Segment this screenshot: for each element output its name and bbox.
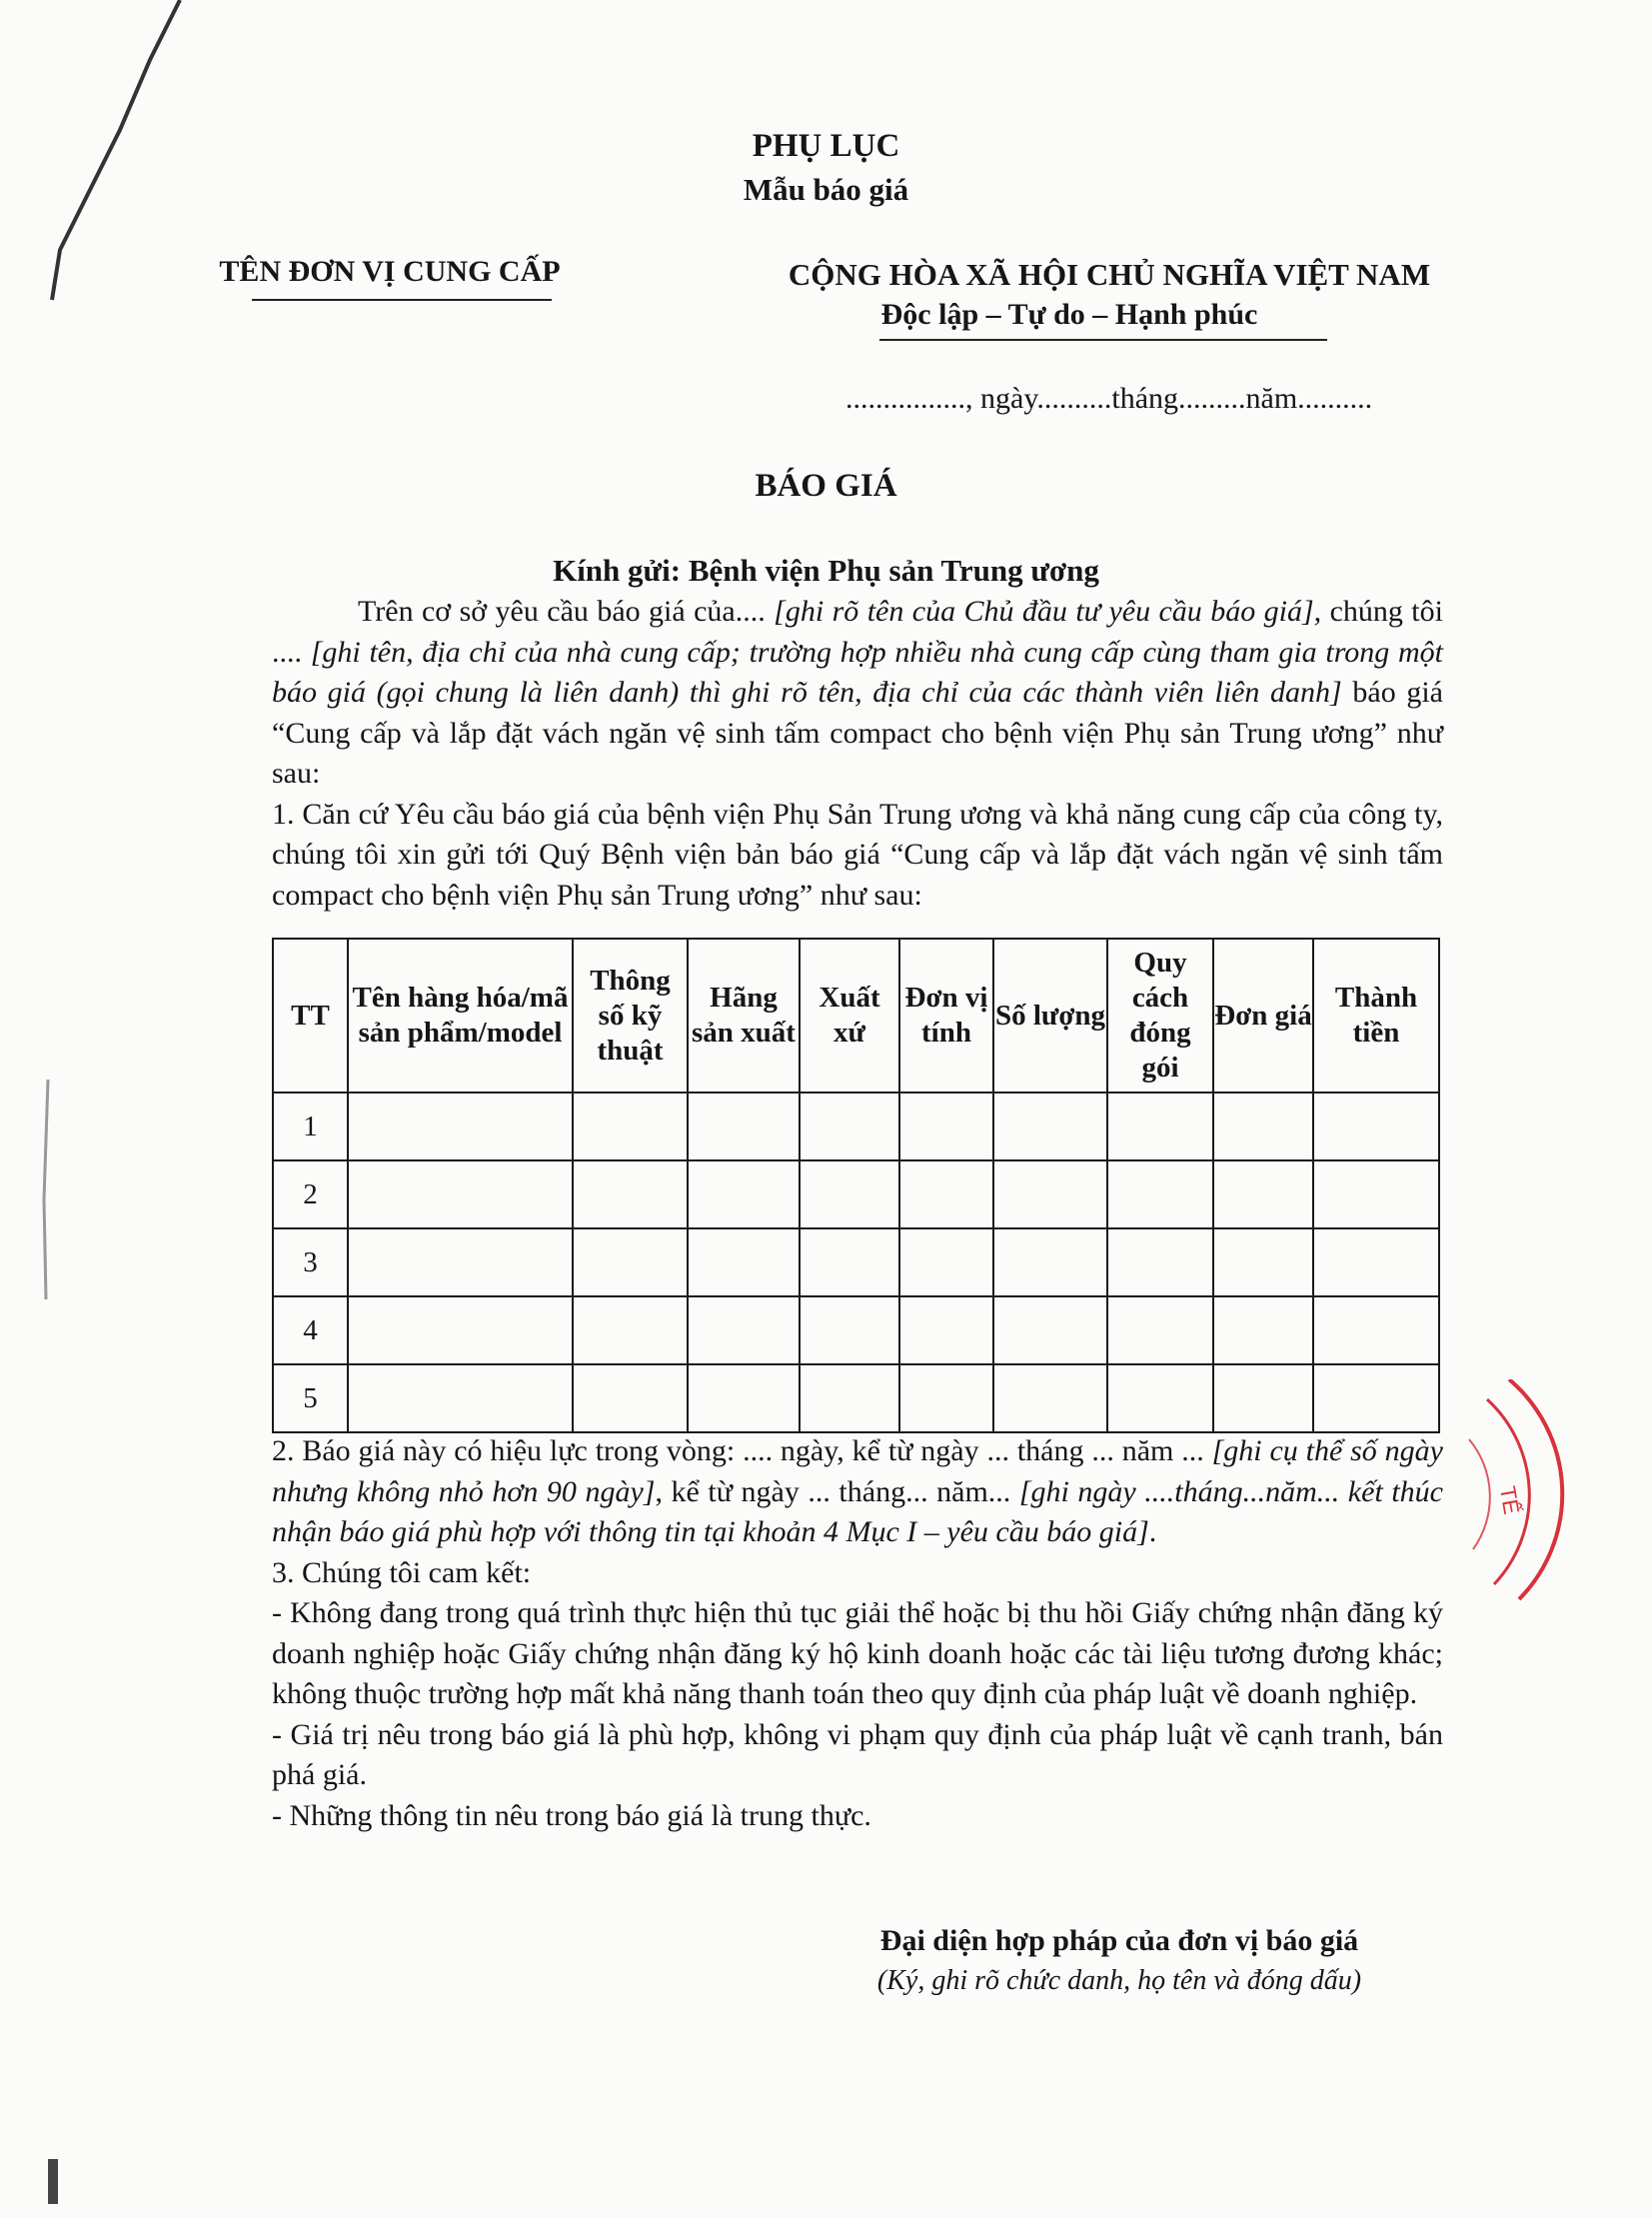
table-header-row [273, 939, 1439, 1093]
nation-title: CỘNG HÒA XÃ HỘI CHỦ NGHĨA VIỆT NAM [788, 257, 1431, 292]
row-number: 5 [273, 1364, 348, 1432]
intro-text-c: chúng tôi .... [272, 595, 1443, 669]
item-2-text-a: 2. Báo giá này có hiệu lực trong vòng: .... ngày, kể từ ngày ... tháng ... năm ... [272, 1434, 1212, 1467]
stamp-text: TẾ [1494, 1483, 1525, 1516]
commitment-3: - Những thông tin nêu trong báo giá là trung thực. [272, 1798, 871, 1832]
intro-text-e: báo giá “Cung cấp và lắp đặt vách ngăn vệ sinh tấm compact cho bệnh viện Phụ sản Trung ương” như sau: [272, 676, 1444, 790]
table-row [273, 1228, 1439, 1296]
item-2-text-e: . [1148, 1515, 1157, 1548]
motto-underline [879, 339, 1327, 341]
col-header-origin: Xuất xứ [800, 939, 899, 1093]
item-2-placeholder-date: [ghi ngày ....tháng...năm... kết thúc nhận báo giá phù hợp với thông tin tại khoản 4 Mục I – yêu cầu báo giá] [272, 1474, 1443, 1548]
row-number: 1 [273, 1093, 348, 1160]
item-2 [272, 1431, 1443, 1553]
col-header-product: Tên hàng hóa/mã sản phẩm/model [348, 939, 573, 1093]
terms-section [272, 1431, 1443, 1836]
col-header-quantity: Số lượng [993, 939, 1107, 1093]
supplier-underline [252, 299, 552, 301]
row-number: 3 [273, 1228, 348, 1296]
commitment-2: - Giá trị nêu trong báo giá là phù hợp, không vi phạm quy định của pháp luật về cạnh tranh, bán phá giá. [272, 1717, 1443, 1791]
col-header-unit-price: Đơn giá [1213, 939, 1313, 1093]
col-header-unit: Đơn vị tính [899, 939, 993, 1093]
row-number: 4 [273, 1296, 348, 1364]
col-header-total: Thành tiền [1313, 939, 1439, 1093]
row-number: 2 [273, 1160, 348, 1228]
supplier-name: TÊN ĐƠN VỊ CUNG CẤP [219, 255, 561, 288]
item-3-title: 3. Chúng tôi cam kết: [272, 1555, 532, 1589]
intro-paragraph [272, 592, 1443, 795]
col-header-manufacturer: Hãng sản xuất [688, 939, 800, 1093]
appendix-title: PHỤ LỤC [752, 128, 900, 164]
document-title: BÁO GIÁ [755, 468, 897, 504]
appendix-subtitle: Mẫu báo giá [743, 172, 909, 207]
table-row [273, 1364, 1439, 1432]
national-motto: Độc lập – Tự do – Hạnh phúc [880, 298, 1258, 331]
salutation: Kính gửi: Bệnh viện Phụ sản Trung ương [553, 553, 1099, 588]
scan-edge-artifact [0, 0, 200, 2218]
col-header-tt: TT [273, 939, 348, 1093]
commitment-1: - Không đang trong quá trình thực hiện thủ tục giải thể hoặc bị thu hồi Giấy chứng nhận đăng ký doanh nghiệp hoặc Giấy chứng nhận đăng ký hộ kinh doanh hoặc các tài liệu tương đương khác; không thuộc trường hợp mất khả năng thanh toán theo quy định của pháp luật về doanh nghiệp. [272, 1596, 1443, 1710]
table-row [273, 1160, 1439, 1228]
col-header-packing: Quy cách đóng gói [1107, 939, 1213, 1093]
signature-note: (Ký, ghi rõ chức danh, họ tên và đóng dấu) [876, 1965, 1362, 1996]
intro-section [272, 592, 1443, 916]
item-1: 1. Căn cứ Yêu cầu báo giá của bệnh viện Phụ Sản Trung ương và khả năng cung cấp của công ty, chúng tôi xin gửi tới Quý Bệnh viện bản báo giá “Cung cấp và lắp đặt vách ngăn vệ sinh tấm compact cho bệnh viện Phụ sản Trung ương” như sau: [272, 797, 1443, 912]
intro-text-a: Trên cơ sở yêu cầu báo giá của.... [358, 595, 775, 628]
signature-title: Đại diện hợp pháp của đơn vị báo giá [879, 1924, 1359, 1957]
date-line: ................, ngày..........tháng.........năm.......... [845, 382, 1373, 415]
red-stamp-fragment [1449, 1379, 1649, 1619]
table-row [273, 1296, 1439, 1364]
table-row [273, 1093, 1439, 1160]
item-2-placeholder-days: [ghi cụ thể số ngày nhưng không nhỏ hơn 90 ngày] [272, 1434, 1443, 1508]
col-header-specs: Thông số kỹ thuật [573, 939, 688, 1093]
intro-placeholder-investor: [ghi rõ tên của Chủ đầu tư yêu cầu báo giá], [774, 595, 1322, 628]
quote-table [272, 938, 1440, 1433]
item-2-text-c: , kể từ ngày ... tháng... năm... [655, 1474, 1019, 1508]
intro-placeholder-supplier: [ghi tên, địa chỉ của nhà cung cấp; trường hợp nhiều nhà cung cấp cùng tham gia trong một báo giá (gọi chung là liên danh) thì ghi rõ tên, địa chỉ của các thành viên liên danh] [272, 635, 1444, 709]
